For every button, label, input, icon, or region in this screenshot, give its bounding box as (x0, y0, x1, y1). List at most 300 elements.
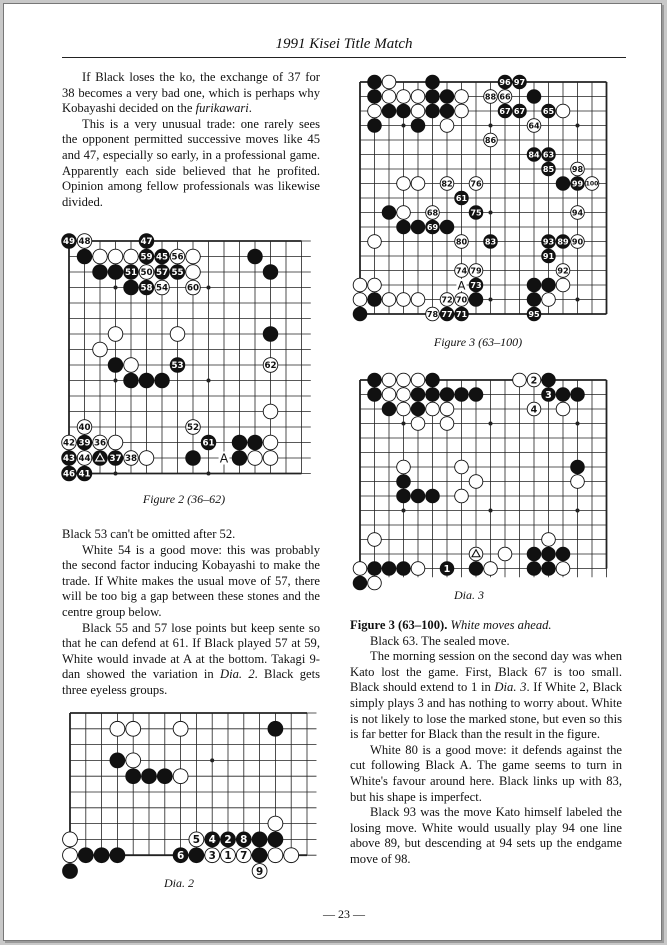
move-number: 61 (455, 192, 468, 203)
white-stone (469, 264, 483, 278)
star-point (489, 211, 493, 215)
black-stone (426, 489, 440, 503)
move-number: 70 (455, 294, 468, 305)
black-stone (527, 307, 541, 321)
black-stone (469, 293, 483, 307)
black-stone (440, 562, 454, 576)
white-stone (124, 249, 139, 264)
move-number: 95 (528, 308, 540, 319)
move-number: 92 (557, 265, 569, 276)
white-stone (93, 249, 108, 264)
figure-3-caption: Figure 3 (63–100) (433, 335, 523, 349)
white-stone (397, 460, 411, 474)
white-stone (498, 547, 512, 561)
black-stone (108, 358, 123, 373)
star-point (207, 286, 211, 290)
black-stone (542, 104, 556, 118)
white-stone (108, 327, 123, 342)
white-stone (173, 721, 188, 736)
move-number: 85 (542, 163, 555, 174)
left-middle-text (62, 527, 320, 699)
white-stone (455, 293, 469, 307)
black-stone (397, 475, 411, 489)
white-stone (411, 293, 425, 307)
black-stone (110, 753, 125, 768)
white-stone (571, 475, 585, 489)
white-stone (77, 234, 92, 249)
star-point (576, 509, 580, 513)
white-stone (498, 90, 512, 104)
black-stone (571, 460, 585, 474)
dia-3-caption: Dia. 3 (454, 588, 484, 602)
white-stone (186, 265, 201, 280)
move-number: 66 (499, 91, 511, 102)
move-number: 86 (484, 134, 497, 145)
black-stone (382, 104, 396, 118)
black-stone (411, 119, 425, 133)
white-stone (368, 278, 382, 292)
black-stone (498, 104, 512, 118)
move-number: 93 (542, 236, 555, 247)
move-number: 46 (62, 469, 76, 480)
black-stone (397, 220, 411, 234)
white-stone (411, 177, 425, 191)
white-stone (426, 402, 440, 416)
black-stone (221, 832, 236, 847)
move-number: 63 (542, 149, 555, 160)
white-stone (527, 119, 541, 133)
move-number: 1 (443, 563, 451, 575)
move-number: 62 (264, 361, 277, 372)
black-stone (440, 220, 454, 234)
move-number: 58 (140, 283, 153, 294)
black-stone (542, 162, 556, 176)
black-stone (571, 388, 585, 402)
move-number: 41 (78, 469, 91, 480)
paragraph: This is a very unusual trade: one rarely sees the opponent permitted successive moves like 45 and 47, especially so early, in a professional game. Apparently each side believed that he profited. Opinion among fellow professionals was likewise divided. (62, 116, 320, 209)
black-stone (189, 848, 204, 863)
white-stone (353, 562, 367, 576)
move-number: 53 (171, 361, 184, 372)
white-stone (542, 533, 556, 547)
white-stone (93, 342, 108, 357)
black-stone (527, 90, 541, 104)
white-stone (248, 451, 263, 466)
black-stone (108, 451, 123, 466)
move-number: 72 (441, 294, 453, 305)
black-stone (556, 547, 570, 561)
black-stone (513, 104, 527, 118)
white-stone (397, 206, 411, 220)
black-stone (498, 75, 512, 89)
black-stone (426, 104, 440, 118)
black-stone (411, 489, 425, 503)
move-number: 7 (240, 849, 248, 862)
white-stone (556, 264, 570, 278)
black-stone (62, 466, 77, 481)
white-stone (382, 373, 396, 387)
white-stone (284, 848, 299, 863)
white-stone (440, 293, 454, 307)
black-stone (382, 402, 396, 416)
white-stone (556, 402, 570, 416)
figure-2-caption: Figure 2 (36–62) (142, 492, 226, 506)
black-stone (542, 278, 556, 292)
white-stone (585, 177, 599, 191)
white-stone (382, 388, 396, 402)
black-stone (368, 373, 382, 387)
move-number: 75 (470, 207, 482, 218)
white-stone (186, 280, 201, 295)
black-stone (63, 864, 78, 879)
move-number: 6 (176, 849, 185, 862)
move-number: 97 (513, 76, 526, 87)
black-stone (455, 191, 469, 205)
black-stone (93, 265, 108, 280)
white-stone (263, 435, 278, 450)
white-stone (455, 104, 469, 118)
move-number: 42 (62, 438, 76, 449)
black-stone (232, 451, 247, 466)
move-number: 1 (224, 849, 232, 862)
black-stone (268, 832, 283, 847)
white-stone (108, 249, 123, 264)
white-stone (170, 249, 185, 264)
move-number: 49 (62, 237, 76, 248)
white-stone (126, 721, 141, 736)
dia-3-board (350, 361, 622, 581)
black-stone (571, 177, 585, 191)
point-label: A (219, 450, 229, 466)
white-stone (368, 235, 382, 249)
move-number: 5 (192, 834, 201, 847)
move-number: 4 (530, 404, 538, 416)
paragraph: If Black loses the ko, the exchange of 37 for 38 becomes a very bad one, which is perhaps why Kobayashi decided on the furikawari. (62, 70, 320, 116)
black-stone (411, 402, 425, 416)
paragraph: White 80 is a good move: it defends against the cut following Black A. The game seems to turn in White's favour around here. Black links up with 83, but his shape is imperfect. (350, 742, 622, 804)
white-stone (124, 451, 139, 466)
black-stone (368, 90, 382, 104)
move-number: 100 (585, 180, 599, 188)
white-stone (252, 864, 267, 879)
white-stone (368, 104, 382, 118)
white-stone (397, 373, 411, 387)
black-stone (542, 562, 556, 576)
white-stone (62, 435, 77, 450)
white-stone (189, 832, 204, 847)
white-stone (63, 832, 78, 847)
white-stone (263, 404, 278, 419)
move-number: 56 (171, 252, 184, 263)
move-number: 59 (140, 252, 153, 263)
star-point (210, 758, 214, 762)
move-number: 57 (155, 268, 169, 279)
move-number: 65 (542, 105, 555, 116)
star-point (489, 124, 493, 128)
dia-2-board (62, 706, 320, 878)
white-stone (124, 358, 139, 373)
dia-2-caption: Dia. 2 (164, 876, 194, 890)
black-stone (155, 373, 170, 388)
paragraph: Black 55 and 57 lose points but keep sente so that he can defend at 61. If Black played 57 at 59, White would invade at A at the bottom. Takagi 9-dan showed the variation in Dia. 2. Black gets three eyeless groups. (62, 620, 320, 697)
black-stone (382, 206, 396, 220)
move-number: 88 (484, 91, 497, 102)
move-number: 54 (155, 283, 169, 294)
black-stone (155, 265, 170, 280)
move-number: 60 (186, 283, 200, 294)
white-stone (411, 373, 425, 387)
move-number: 94 (571, 207, 584, 218)
white-stone (426, 307, 440, 321)
white-stone (455, 460, 469, 474)
white-stone (484, 133, 498, 147)
black-stone (426, 90, 440, 104)
white-stone (382, 75, 396, 89)
black-stone (440, 104, 454, 118)
black-stone (126, 769, 141, 784)
white-stone (571, 235, 585, 249)
board-grid (360, 82, 607, 314)
black-stone (94, 848, 109, 863)
black-stone (542, 235, 556, 249)
white-stone (556, 562, 570, 576)
black-stone (170, 358, 185, 373)
star-point (489, 422, 493, 426)
figure-2-board (61, 234, 319, 484)
white-stone (236, 848, 251, 863)
left-top-text (62, 70, 320, 210)
black-stone (440, 90, 454, 104)
move-number: 99 (571, 178, 584, 189)
white-stone (263, 358, 278, 373)
move-number: 3 (545, 389, 552, 401)
move-number: 39 (78, 438, 91, 449)
star-point (114, 379, 118, 383)
black-stone (62, 451, 77, 466)
white-stone (263, 451, 278, 466)
white-stone (411, 90, 425, 104)
black-stone (124, 373, 139, 388)
move-number: 44 (78, 454, 91, 465)
black-stone (542, 547, 556, 561)
black-stone (556, 177, 570, 191)
black-stone (368, 562, 382, 576)
black-stone (248, 249, 263, 264)
black-stone (397, 489, 411, 503)
black-stone (139, 280, 154, 295)
star-point (402, 509, 406, 513)
move-number: 52 (186, 423, 200, 434)
black-stone (527, 562, 541, 576)
black-stone (426, 75, 440, 89)
move-number: 61 (202, 438, 215, 449)
move-number: 8 (240, 834, 248, 847)
black-stone (170, 265, 185, 280)
move-number: 9 (255, 865, 264, 878)
running-head: 1991 Kisei Title Match (275, 36, 413, 52)
white-stone (353, 278, 367, 292)
black-stone (368, 75, 382, 89)
black-stone (527, 547, 541, 561)
header-rule (62, 57, 626, 58)
black-stone (108, 265, 123, 280)
white-stone (268, 816, 283, 831)
star-point (402, 422, 406, 426)
white-stone (382, 90, 396, 104)
white-stone (368, 533, 382, 547)
move-number: 80 (455, 236, 468, 247)
star-point (489, 509, 493, 513)
white-stone (469, 177, 483, 191)
white-stone (455, 489, 469, 503)
black-stone (426, 373, 440, 387)
black-stone (411, 388, 425, 402)
black-stone (268, 721, 283, 736)
star-point (207, 472, 211, 476)
move-number: 68 (426, 207, 439, 218)
white-stone (571, 206, 585, 220)
white-stone (353, 293, 367, 307)
move-number: 45 (155, 252, 169, 263)
white-stone (455, 90, 469, 104)
white-stone (469, 547, 483, 561)
white-stone (484, 90, 498, 104)
white-stone (186, 249, 201, 264)
white-stone (469, 475, 483, 489)
figure-3-board (350, 72, 622, 328)
white-stone (513, 373, 527, 387)
star-point (114, 286, 118, 290)
black-stone (469, 206, 483, 220)
black-stone (556, 235, 570, 249)
move-number: 79 (470, 265, 482, 276)
black-stone (542, 388, 556, 402)
black-stone (124, 265, 139, 280)
star-point (207, 379, 211, 383)
paragraph: Black 53 can't be omitted after 52. (62, 527, 236, 541)
move-number: 84 (528, 149, 540, 160)
black-stone (368, 119, 382, 133)
black-stone (248, 435, 263, 450)
move-number: 67 (513, 105, 526, 116)
black-stone (78, 848, 93, 863)
figure-3-heading: Figure 3 (63–100). White moves ahead. (350, 618, 552, 632)
black-stone (542, 148, 556, 162)
black-stone (484, 235, 498, 249)
white-stone (108, 435, 123, 450)
white-stone (397, 90, 411, 104)
white-stone (77, 420, 92, 435)
right-text (350, 618, 622, 868)
white-stone (110, 721, 125, 736)
black-stone (542, 249, 556, 263)
black-stone (155, 249, 170, 264)
paragraph: Black 93 was the move Kato himself labeled the losing move. White would usually play 94 one line above 89, but descending at 94 sets up the endgame move of 98. (350, 805, 622, 866)
black-stone (186, 451, 201, 466)
paragraph: White 54 is a good move: this was probably the second factor inducing Kobayashi to make the trade. If White makes the usual move of 57, there will be too big a gap between these stones and the centre group below. (62, 542, 320, 619)
black-stone (139, 234, 154, 249)
black-stone (426, 388, 440, 402)
move-number: 4 (208, 834, 216, 847)
black-stone (368, 388, 382, 402)
move-number: 3 (208, 849, 216, 862)
black-stone (556, 388, 570, 402)
white-stone (397, 177, 411, 191)
black-stone (93, 451, 108, 466)
move-number: 38 (124, 454, 138, 465)
black-stone (173, 848, 188, 863)
black-stone (139, 373, 154, 388)
move-number: 2 (224, 834, 232, 847)
black-stone (252, 832, 267, 847)
move-number: 37 (109, 454, 122, 465)
black-stone (411, 220, 425, 234)
star-point (402, 124, 406, 128)
white-stone (205, 848, 220, 863)
move-number: 40 (78, 423, 91, 434)
move-number: 36 (93, 438, 107, 449)
black-stone (232, 435, 247, 450)
black-stone (236, 832, 251, 847)
white-stone (397, 388, 411, 402)
white-stone (455, 264, 469, 278)
move-number: 83 (484, 236, 497, 247)
black-stone (469, 278, 483, 292)
move-number: 43 (62, 454, 76, 465)
white-stone (440, 177, 454, 191)
white-stone (63, 848, 78, 863)
white-stone (411, 562, 425, 576)
star-point (489, 298, 493, 302)
black-stone (353, 576, 367, 590)
book-page (3, 3, 662, 941)
white-stone (527, 402, 541, 416)
white-stone (556, 278, 570, 292)
white-stone (170, 327, 185, 342)
black-stone (527, 293, 541, 307)
white-stone (173, 769, 188, 784)
black-stone (469, 562, 483, 576)
black-stone (455, 307, 469, 321)
white-stone (126, 753, 141, 768)
move-number: 47 (140, 237, 153, 248)
black-stone (252, 848, 267, 863)
black-stone (142, 769, 157, 784)
star-point (576, 124, 580, 128)
move-number: 82 (441, 178, 453, 189)
black-stone (527, 148, 541, 162)
black-stone (469, 388, 483, 402)
white-stone (484, 562, 498, 576)
paragraph: The morning session on the second day was when Kato lost the game. First, Black 67 is too small. Black should extend to 1 in Dia. 3. If White 2, Black simply plays 3 and has nothing to worry about. White is not likely to lose the marked stone, but even so this is far better for Black than the result in the figure. (350, 649, 623, 742)
move-number: 89 (557, 236, 569, 247)
move-number: 2 (530, 375, 538, 387)
white-stone (397, 402, 411, 416)
move-number: 51 (124, 268, 138, 279)
black-stone (139, 249, 154, 264)
white-stone (382, 293, 396, 307)
move-number: 91 (542, 250, 555, 261)
white-stone (411, 417, 425, 431)
move-number: 50 (140, 268, 153, 279)
white-stone (397, 293, 411, 307)
black-stone (201, 435, 216, 450)
move-number: 74 (455, 265, 468, 276)
black-stone (77, 466, 92, 481)
white-stone (542, 293, 556, 307)
black-stone (353, 307, 367, 321)
black-stone (77, 249, 92, 264)
